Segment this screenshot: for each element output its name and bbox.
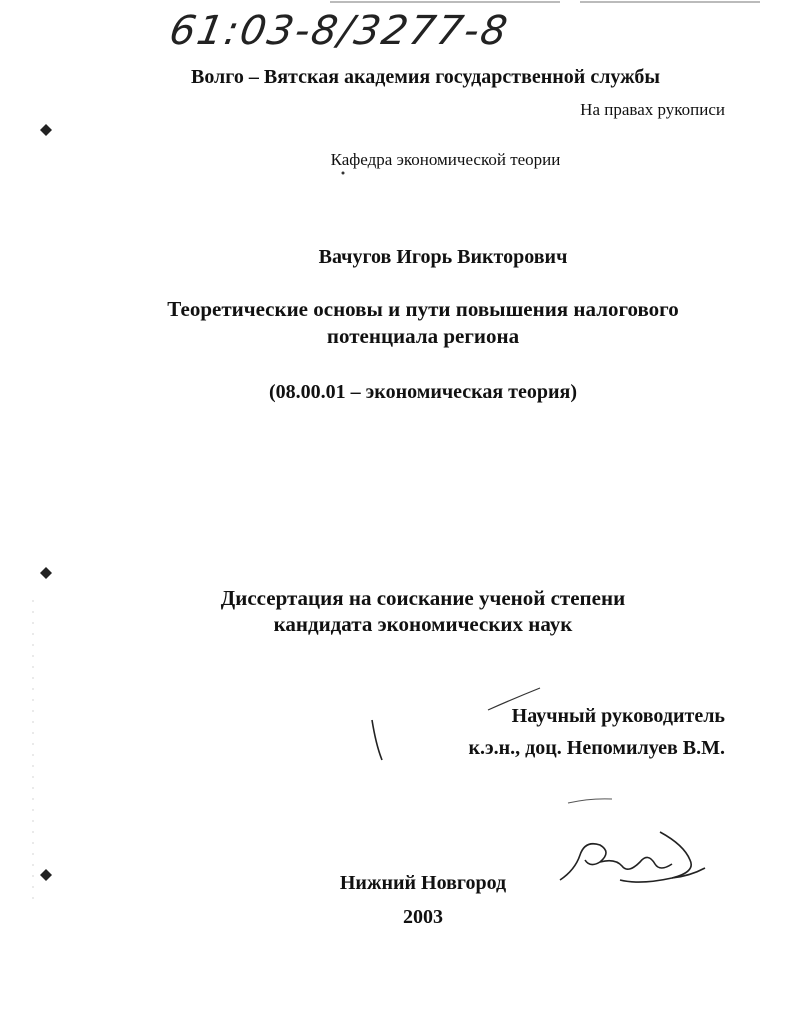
degree-line1: Диссертация на соискание ученой степени: [220, 586, 626, 610]
punch-hole-icon: [40, 124, 52, 136]
thesis-title-line2: потенциала региона: [326, 324, 520, 348]
academy-name: Волго – Вятская академия государственной службы: [190, 66, 661, 88]
pen-stroke: [488, 688, 540, 710]
specialty-code: (08.00.01 – экономическая теория): [269, 381, 577, 403]
archive-number-handwritten: 61:03-8/3277-8: [165, 8, 513, 54]
rights-note: На правах рукописи: [580, 100, 725, 119]
pen-stroke: [372, 720, 382, 760]
department-name: Кафедра экономической теории: [330, 150, 561, 169]
year: 2003: [403, 906, 443, 928]
thesis-title-line1: Теоретические основы и пути повышения налогового: [167, 297, 679, 321]
punch-hole-icon: [40, 567, 52, 579]
punch-hole-icon: [40, 869, 52, 881]
speck-dot: [342, 172, 345, 175]
advisor-role: Научный руководитель: [511, 705, 725, 727]
author-name: Вачугов Игорь Викторович: [318, 246, 568, 268]
city: Нижний Новгород: [339, 872, 507, 894]
degree-line2: кандидата экономических наук: [273, 612, 573, 636]
pen-stroke: [568, 799, 612, 803]
advisor-signature: [560, 832, 705, 882]
advisor-name: к.э.н., доц. Непомилуев В.М.: [468, 737, 725, 759]
